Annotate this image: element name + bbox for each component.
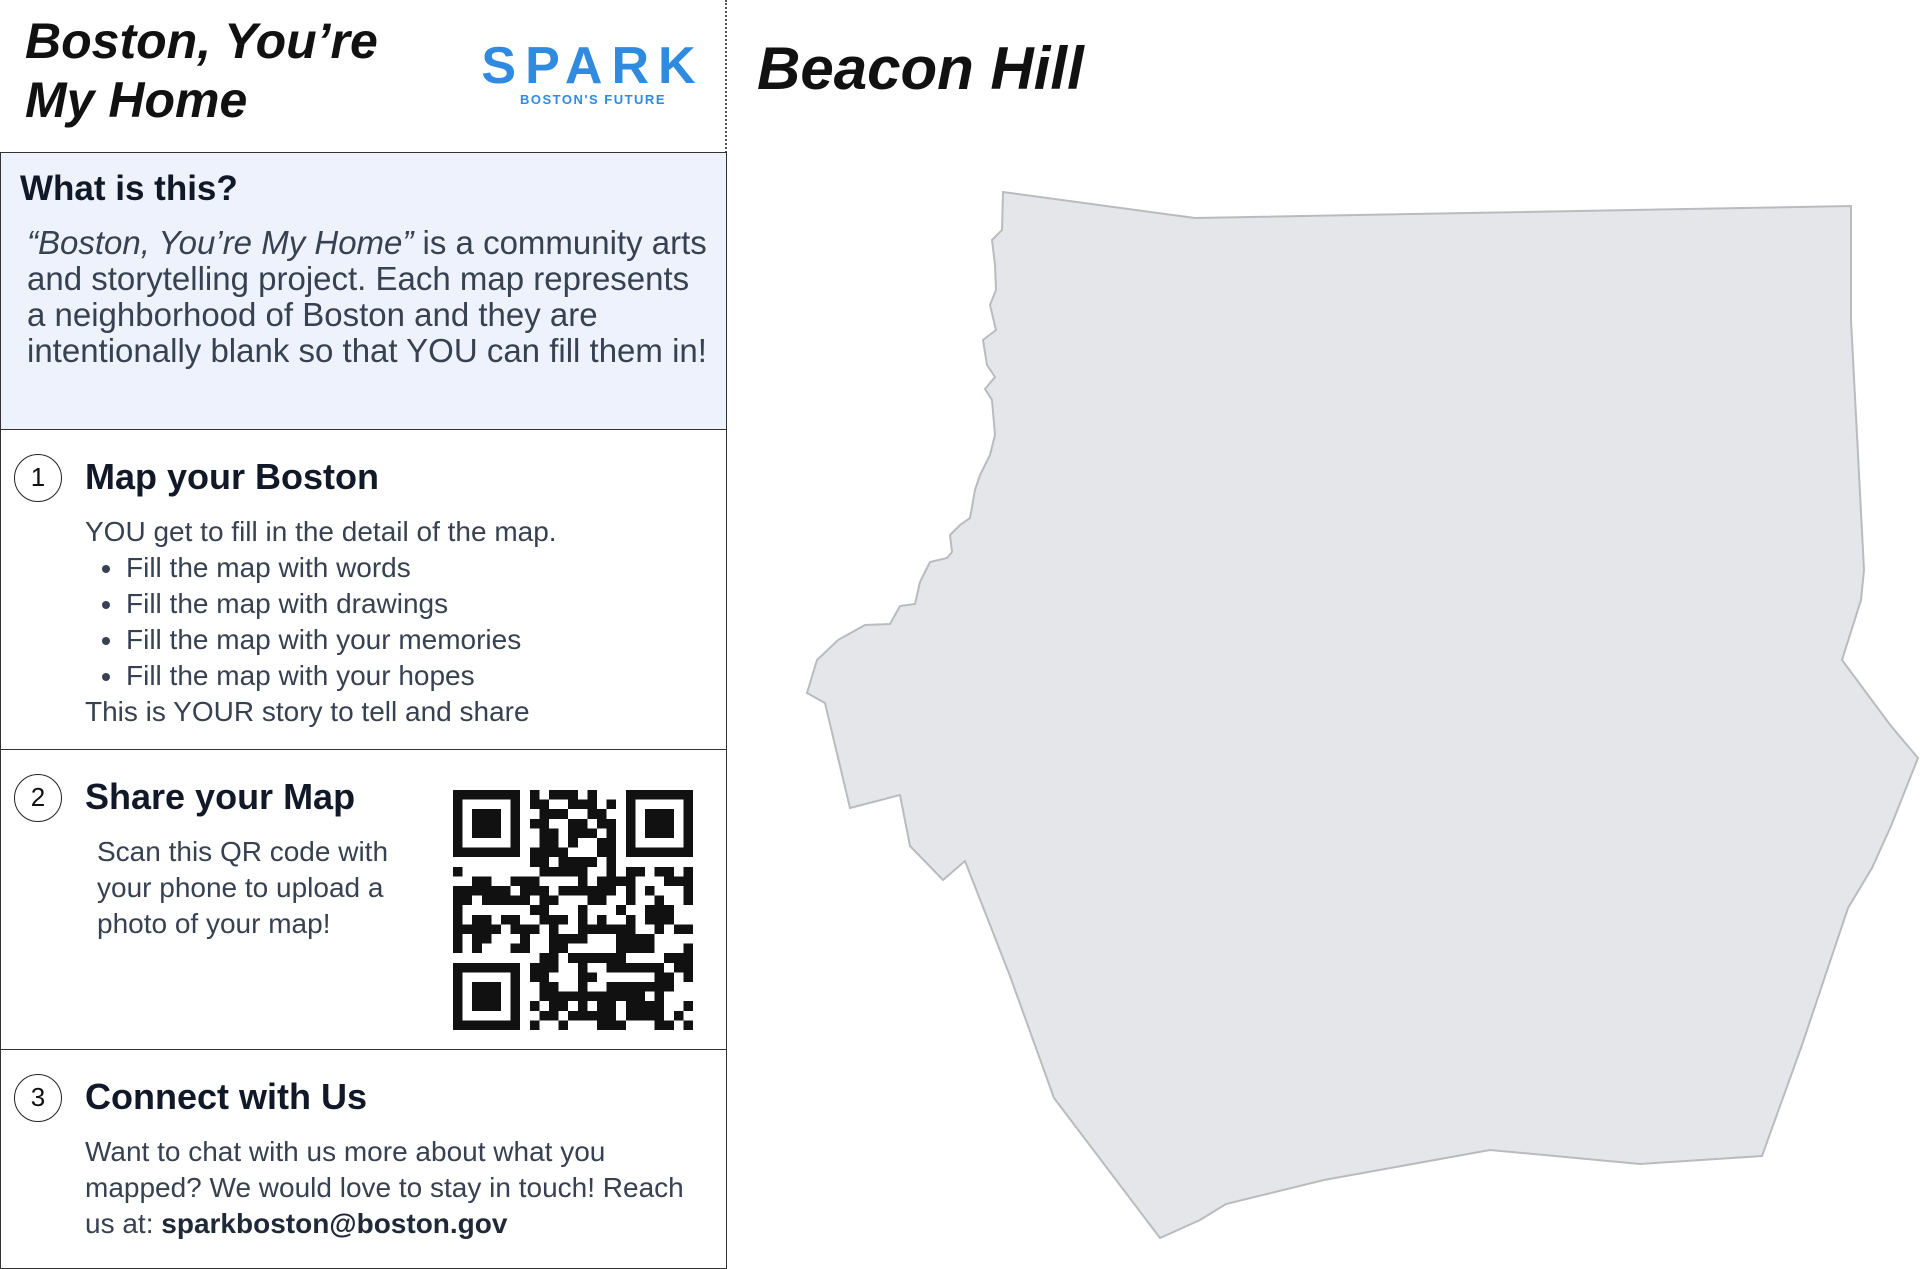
step-connect-with-us [0,1050,727,1269]
step-number-badge: 1 [14,454,62,502]
contact-email[interactable]: sparkboston@boston.gov [161,1208,508,1239]
step-text [85,1134,715,1242]
step-map-your-boston [0,430,727,750]
neighborhood-map [780,180,1920,1269]
what-description [27,225,707,369]
list-item: Fill the map with drawings [85,586,521,622]
beacon-hill-outline [807,192,1918,1238]
step-title: Share your Map [85,776,356,817]
step-title: Map your Boston [85,456,379,497]
list-item: Fill the map with words [85,550,521,586]
step-title: Connect with Us [85,1076,368,1117]
qr-code-icon[interactable] [453,790,693,1030]
page-title: Boston, You’re My Home [25,13,378,128]
step-number-badge: 3 [14,1074,62,1122]
idea-list [85,550,521,694]
connect-text: Want to chat with us more about what you mapped? We would love to stay in touch! Reach us at: [85,1136,684,1239]
logo-tagline: BOSTON'S FUTURE [520,92,666,107]
what-is-this-box [0,152,727,430]
info-panel [0,0,727,1269]
step-intro: YOU get to fill in the detail of the map. [85,516,557,547]
neighborhood-name: Beacon Hill [757,35,1084,102]
step-share-your-map [0,750,727,1050]
step-number-badge: 2 [14,774,62,822]
logo-wordmark: SPARK [481,37,705,95]
list-item: Fill the map with your memories [85,622,521,658]
step-outro: This is YOUR story to tell and share [85,696,530,727]
header [0,0,725,152]
what-description-text: is a community arts and storytelling project. Each map represents a neighborhood of Boston and they are intentionally blank so that YOU can fill them in! [27,224,707,369]
step-text: Scan this QR code with your phone to upload a photo of your map! [97,836,389,939]
what-heading: What is this? [20,169,238,208]
spark-logo [478,38,708,110]
project-name-quote: “Boston, You’re My Home” [27,224,414,261]
list-item: Fill the map with your hopes [85,658,521,694]
